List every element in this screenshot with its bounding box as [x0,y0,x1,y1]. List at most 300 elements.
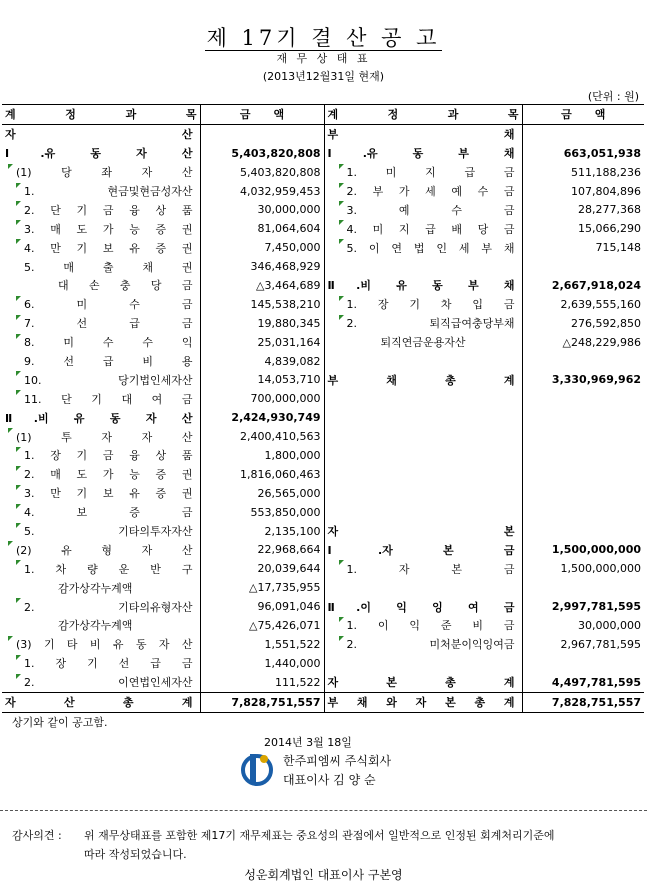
right-account-label: 부 채 와 자 본 총 계 [327,696,515,710]
right-account-cell [324,427,522,446]
right-account-label: Ⅰ.자 본 금 [327,543,515,557]
left-account-label: Ⅱ.비 유 동 자 산 [5,411,193,425]
left-amount-cell [200,465,324,484]
right-account-cell [324,257,522,276]
header-amount-left: 금 액 [200,105,324,125]
right-account-label: Ⅱ.이 익 잉 여 금 [327,600,515,614]
left-amount-cell [200,163,324,182]
left-amount-value: 2,135,100 [264,524,321,538]
left-account-label: 9. 선 급 비 용 [24,355,193,369]
left-account-cell [2,654,200,673]
cell-marker-icon [339,617,344,622]
left-account-label: 3. 매 도 가 능 증 권 [24,222,193,236]
right-amount-cell [522,257,644,276]
right-account-cell [324,200,522,219]
right-amount-cell [522,540,644,559]
right-account-cell [324,276,522,295]
right-account-label: 2. 부 가 세 예 수 금 [346,185,515,198]
left-account-label: 5. 기타의투자자산 [24,525,193,539]
table-row [2,484,644,503]
left-amount-cell [200,389,324,408]
table-row [2,352,644,371]
cell-marker-icon [339,164,344,169]
left-account-cell [2,673,200,692]
cell-marker-icon [339,560,344,565]
left-amount-value: 346,468,929 [250,260,321,274]
cell-marker-icon [339,183,344,188]
left-amount-cell [200,257,324,276]
right-account-cell [324,446,522,465]
right-account-label: 1. 장 기 차 입 금 [346,298,515,312]
right-amount-value: 15,066,290 [578,222,641,236]
right-amount-cell [522,352,644,371]
left-account-label: 감가상각누계액 [58,581,133,595]
header-account-left: 계 정 과 목 [2,105,200,125]
right-account-label: Ⅰ.유 동 부 채 [327,147,515,161]
right-account-cell [324,124,522,143]
table-row [2,200,644,219]
left-account-label: Ⅰ.유 동 자 산 [5,147,193,161]
left-account-label: 2. 매 도 가 능 증 권 [24,468,193,482]
table-row [2,522,644,541]
table-row [2,673,644,692]
cell-marker-icon [8,636,13,641]
left-amount-value: △75,426,071 [249,618,321,632]
left-account-cell [2,540,200,559]
left-account-label: 8. 미 수 수 익 [24,336,193,350]
left-amount-cell [200,635,324,654]
left-account-label: 5. 매 출 채 권 [24,260,193,274]
left-account-cell [2,635,200,654]
left-amount-cell [200,295,324,314]
right-account-cell [324,144,522,163]
right-account-cell [324,389,522,408]
left-account-cell [2,616,200,635]
right-account-cell [324,597,522,616]
right-account-label: 5. 이 연 법 인 세 부 채 [346,241,515,255]
left-amount-value: 4,032,959,453 [240,184,321,198]
right-account-cell [324,352,522,371]
right-account-cell [324,559,522,578]
auditor-firm: 성운회계법인 대표이사 구본영 [244,868,403,882]
cell-marker-icon [339,239,344,244]
left-account-label: 2. 단 기 금 융 상 품 [24,203,193,217]
left-account-label: 4. 만 기 보 유 증 권 [24,241,193,255]
left-account-label: (2) 유 형 자 산 [16,543,193,557]
cell-marker-icon [16,334,21,339]
left-amount-value: 4,839,082 [264,354,321,368]
left-amount-cell [200,352,324,371]
right-amount-value: △248,229,986 [562,335,641,349]
right-account-label: 4. 미 지 급 배 당 금 [346,222,515,236]
right-account-cell [324,503,522,522]
left-amount-cell [200,484,324,503]
right-amount-value: 107,804,896 [571,184,641,198]
left-account-label: (1) 당 좌 자 산 [16,166,193,180]
right-amount-value: 3,330,969,962 [551,373,641,387]
table-row [2,389,644,408]
cell-marker-icon [16,201,21,206]
left-account-cell [2,484,200,503]
left-amount-value: 25,031,164 [257,335,321,349]
right-amount-cell [522,503,644,522]
left-account-label: 3. 만 기 보 유 증 권 [24,487,193,501]
ceo-name: 대표이사 김 양 순 [283,773,376,787]
company-name: 한주피엠씨 주식회사 [283,754,392,768]
cell-marker-icon [16,371,21,376]
right-amount-cell [522,333,644,352]
right-amount-value: 30,000,000 [578,618,641,632]
left-account-cell [2,124,200,143]
right-account-cell [324,635,522,654]
right-account-cell [324,465,522,484]
left-amount-cell [200,692,324,712]
right-amount-cell [522,389,644,408]
left-amount-value: 26,565,000 [257,486,321,500]
left-account-cell [2,314,200,333]
left-account-cell [2,465,200,484]
table-row [2,692,644,712]
right-amount-value: 663,051,938 [563,146,641,160]
right-account-cell [324,692,522,712]
right-amount-cell [522,163,644,182]
cell-marker-icon [16,655,21,660]
left-amount-value: 111,522 [275,675,321,689]
left-amount-value: △17,735,955 [249,581,321,595]
right-amount-value: 2,639,555,160 [560,297,641,311]
table-row [2,503,644,522]
left-account-cell [2,200,200,219]
left-amount-cell [200,616,324,635]
table-row [2,540,644,559]
right-amount-cell [522,597,644,616]
left-amount-value: 700,000,000 [250,392,321,406]
right-account-label: 1. 자 본 금 [346,562,515,576]
left-amount-cell [200,522,324,541]
table-row [2,219,644,238]
right-amount-cell [522,692,644,712]
right-account-label: 부 채 [327,128,515,142]
left-account-label: 자 산 총 계 [5,696,193,710]
left-amount-cell [200,219,324,238]
left-amount-cell [200,238,324,257]
cell-marker-icon [16,315,21,320]
left-amount-cell [200,144,324,163]
right-account-label: 퇴직연금운용자산 [380,336,466,350]
table-row [2,295,644,314]
right-account-label: 자 본 [327,525,515,539]
left-account-cell [2,503,200,522]
right-amount-cell [522,559,644,578]
right-amount-value: 2,967,781,595 [560,637,641,651]
cell-marker-icon [16,674,21,679]
left-amount-cell [200,540,324,559]
left-amount-value: 5,403,820,808 [231,146,321,160]
left-account-cell [2,144,200,163]
table-row [2,276,644,295]
table-row [2,314,644,333]
left-account-cell [2,163,200,182]
left-account-cell [2,238,200,257]
right-amount-value: 1,500,000,000 [551,543,641,557]
left-amount-cell [200,314,324,333]
right-amount-cell [522,200,644,219]
left-account-cell [2,522,200,541]
right-amount-cell [522,635,644,654]
left-account-cell [2,692,200,712]
left-amount-cell [200,182,324,201]
table-row [2,578,644,597]
left-account-cell [2,559,200,578]
left-amount-value: 81,064,604 [257,222,321,236]
cell-marker-icon [339,296,344,301]
left-amount-value: 1,816,060,463 [240,467,321,481]
company-logo-icon [240,750,274,788]
right-amount-cell [522,484,644,503]
right-amount-cell [522,427,644,446]
right-account-cell [324,484,522,503]
left-amount-value: 20,039,644 [257,562,321,576]
left-amount-value: 1,551,522 [264,637,321,651]
right-amount-value: 1,500,000,000 [560,562,641,576]
left-amount-cell [200,503,324,522]
left-amount-cell [200,276,324,295]
left-account-cell [2,352,200,371]
cell-marker-icon [339,201,344,206]
table-row [2,408,644,427]
left-account-label: 7. 선 급 금 [24,317,193,331]
left-amount-value: 2,400,410,563 [240,430,321,444]
left-account-label: (3) 기 타 비 유 동 자 산 [16,638,193,652]
table-row [2,163,644,182]
left-amount-value: 2,424,930,749 [231,411,321,425]
right-amount-cell [522,144,644,163]
right-amount-value: 2,997,781,595 [551,600,641,614]
left-account-label: 10. 당기법인세자산 [24,373,193,387]
left-account-cell [2,182,200,201]
left-account-label: 2. 이연법인세자산 [24,676,193,690]
right-account-cell [324,673,522,692]
cell-marker-icon [16,220,21,225]
right-account-label: 1. 이 익 준 비 금 [346,619,515,633]
left-amount-value: 96,091,046 [257,600,321,614]
left-amount-value: 19,880,345 [257,316,321,330]
announcement-note: 상기와 같이 공고함. [12,716,108,729]
table-row [2,144,644,163]
audit-text-line1: 위 재무상태표를 포함한 제17기 재무제표는 중요성의 관점에서 일반적으로 인정된 회계처리기준에 [84,829,555,842]
right-amount-cell [522,182,644,201]
right-amount-cell [522,522,644,541]
cell-marker-icon [8,428,13,433]
right-account-label: 1. 미 지 급 금 [346,166,515,180]
left-amount-cell [200,673,324,692]
right-account-cell [324,654,522,673]
right-amount-value: 715,148 [595,241,641,255]
table-row [2,635,644,654]
statement-date: (2013년12월31일 현재) [262,70,385,83]
table-row [2,124,644,143]
table-row [2,182,644,201]
right-account-cell [324,333,522,352]
right-account-cell [324,578,522,597]
left-amount-cell [200,333,324,352]
right-account-cell [324,314,522,333]
right-account-cell [324,408,522,427]
left-amount-value: 7,828,751,557 [231,695,321,709]
left-account-cell [2,408,200,427]
left-amount-value: 145,538,210 [250,297,321,311]
table-row [2,370,644,389]
left-amount-cell [200,578,324,597]
right-account-cell [324,238,522,257]
left-account-label: 6. 미 수 금 [24,298,193,312]
cell-marker-icon [16,239,21,244]
header-amount-right: 금 액 [522,105,644,125]
right-account-cell [324,522,522,541]
left-account-label: 11. 단 기 대 여 금 [24,392,193,406]
left-account-cell [2,370,200,389]
cell-marker-icon [16,466,21,471]
table-row [2,446,644,465]
right-amount-cell [522,616,644,635]
left-account-label: 1. 장 기 금 융 상 품 [24,449,193,463]
right-amount-cell [522,408,644,427]
left-amount-value: 1,440,000 [264,656,321,670]
right-account-cell [324,616,522,635]
divider [0,810,647,811]
audit-label: 감사의견 : [12,829,62,842]
left-amount-value: 5,403,820,808 [240,165,321,179]
table-row [2,654,644,673]
left-account-label: 2. 기타의유형자산 [24,600,193,614]
left-account-label: 대 손 충 당 금 [58,279,193,293]
left-account-cell [2,597,200,616]
right-account-cell [324,182,522,201]
right-amount-cell [522,446,644,465]
left-account-label: 1. 장 기 선 급 금 [24,657,193,671]
left-account-label: 1. 현금및현금성자산 [24,185,193,198]
balance-sheet-table [2,104,644,713]
cell-marker-icon [8,164,13,169]
announcement-date: 2014년 3월 18일 [264,736,352,749]
left-amount-cell [200,124,324,143]
table-row [2,427,644,446]
audit-opinion [12,826,637,864]
left-account-cell [2,333,200,352]
left-amount-cell [200,427,324,446]
cell-marker-icon [16,504,21,509]
right-account-cell [324,295,522,314]
left-account-cell [2,295,200,314]
left-amount-value: 7,450,000 [264,241,321,255]
table-row [2,559,644,578]
table-row [2,616,644,635]
right-amount-value: 2,667,918,024 [551,278,641,292]
unit-label: (단위 : 원) [587,90,639,103]
right-account-cell [324,219,522,238]
left-amount-value: 30,000,000 [257,203,321,217]
left-amount-cell [200,446,324,465]
left-account-label: (1) 투 자 자 산 [16,430,193,444]
left-amount-value: 22,968,664 [257,543,321,557]
left-amount-cell [200,408,324,427]
right-amount-cell [522,654,644,673]
table-row [2,333,644,352]
left-account-label: 감가상각누계액 [58,619,133,633]
table-row [2,257,644,276]
right-account-label: Ⅱ.비 유 동 부 채 [327,279,515,293]
right-amount-value: 511,188,236 [571,165,641,179]
left-account-cell [2,257,200,276]
header-account-right: 계 정 과 목 [324,105,522,125]
left-account-cell [2,389,200,408]
cell-marker-icon [16,560,21,565]
left-amount-cell [200,559,324,578]
right-amount-value: 7,828,751,557 [551,695,641,709]
cell-marker-icon [16,183,21,188]
left-amount-value: △3,464,689 [256,278,321,292]
right-account-cell [324,540,522,559]
left-amount-cell [200,370,324,389]
cell-marker-icon [8,541,13,546]
cell-marker-icon [16,485,21,490]
left-amount-cell [200,200,324,219]
cell-marker-icon [16,296,21,301]
left-amount-value: 553,850,000 [250,505,321,519]
right-amount-cell [522,314,644,333]
left-account-cell [2,219,200,238]
right-account-label: 2. 미처분이익잉여금 [346,638,515,652]
table-row [2,597,644,616]
right-account-cell [324,163,522,182]
left-amount-value: 14,053,710 [257,373,321,387]
cell-marker-icon [339,315,344,320]
right-amount-cell [522,238,644,257]
left-account-label: 4. 보 증 금 [24,506,193,520]
right-account-label: 자 본 총 계 [327,676,515,690]
right-amount-value: 28,277,368 [578,203,641,217]
left-account-cell [2,446,200,465]
right-amount-cell [522,465,644,484]
left-account-label: 1. 차 량 운 반 구 [24,562,193,576]
right-amount-cell [522,370,644,389]
table-row [2,465,644,484]
announcement-title: 제 17기 결 산 공 고 [206,26,441,50]
table-row [2,238,644,257]
right-account-cell [324,370,522,389]
cell-marker-icon [16,598,21,603]
right-amount-cell [522,673,644,692]
cell-marker-icon [16,390,21,395]
left-account-label: 자 산 [5,128,193,142]
right-amount-cell [522,295,644,314]
right-account-label: 부 채 총 계 [327,373,515,387]
right-account-label: 2. 퇴직급여충당부채 [346,317,515,331]
right-amount-value: 4,497,781,595 [551,675,641,689]
table-header-row [2,105,644,125]
right-account-label: 3. 예 수 금 [346,203,515,217]
left-amount-cell [200,597,324,616]
left-amount-cell [200,654,324,673]
right-amount-cell [522,219,644,238]
cell-marker-icon [16,523,21,528]
cell-marker-icon [339,220,344,225]
right-amount-cell [522,124,644,143]
left-account-cell [2,276,200,295]
left-account-cell [2,427,200,446]
left-account-cell [2,578,200,597]
right-amount-value: 276,592,850 [571,316,641,330]
